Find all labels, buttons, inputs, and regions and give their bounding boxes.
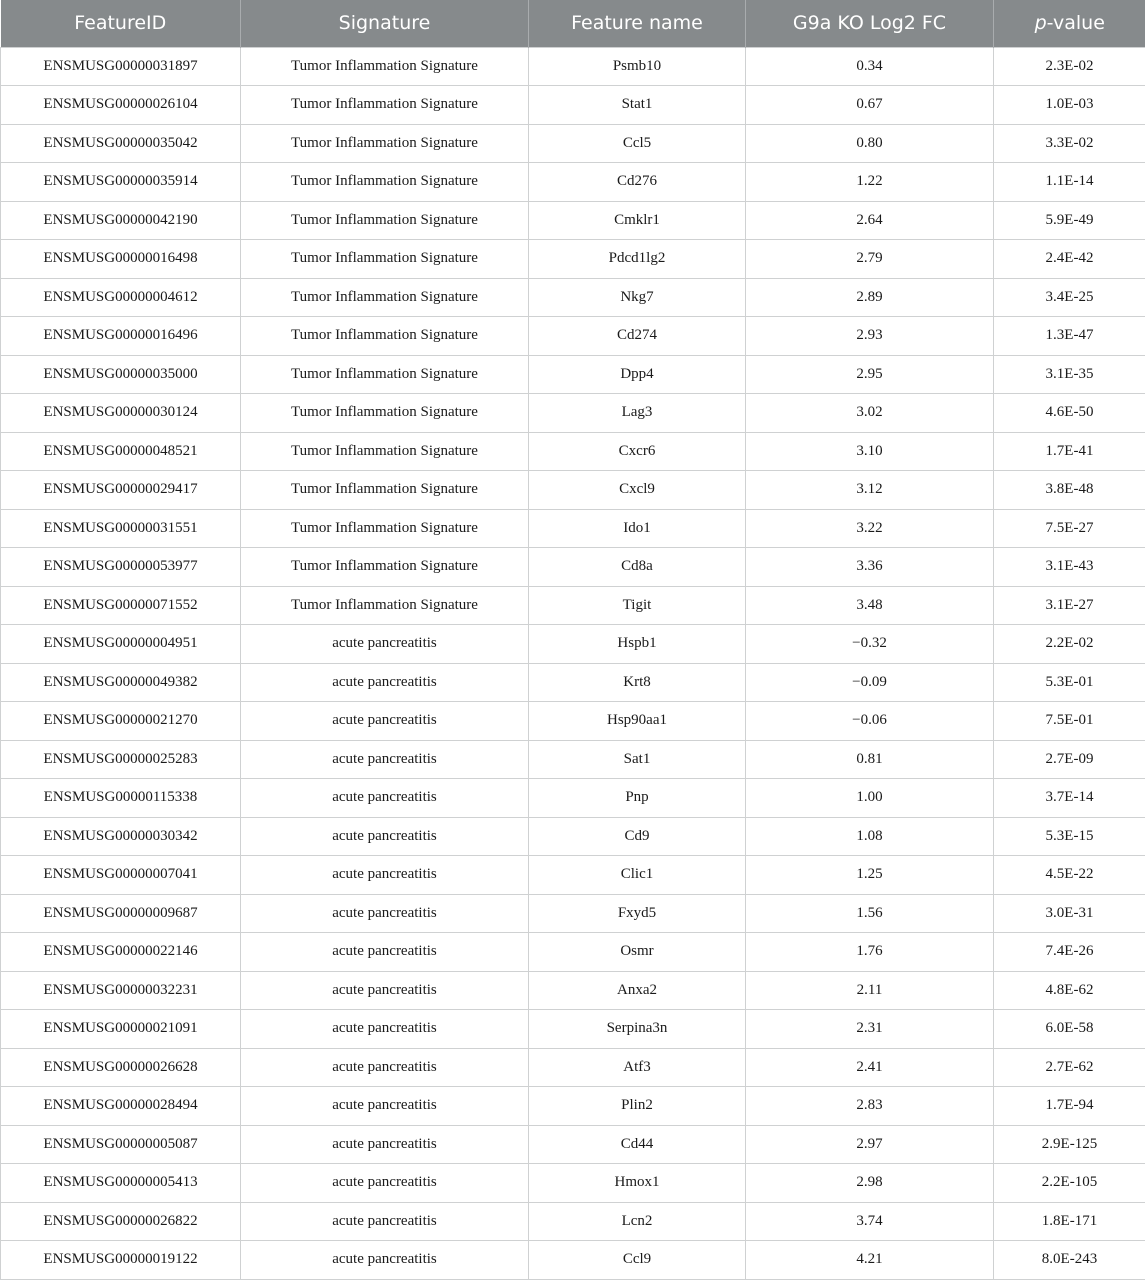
table-row	[1, 201, 1145, 240]
cell-signature: acute pancreatitis	[241, 1087, 529, 1126]
cell-feature-name: Osmr	[529, 933, 746, 972]
cell-signature: Tumor Inflammation Signature	[241, 355, 529, 394]
cell-feature-name: Cmklr1	[529, 201, 746, 240]
cell-feature-id: ENSMUSG00000016496	[1, 317, 241, 356]
cell-log2fc: 2.31	[746, 1010, 994, 1049]
cell-signature: Tumor Inflammation Signature	[241, 586, 529, 625]
header-row	[1, 0, 1145, 47]
cell-pvalue: 2.2E-105	[994, 1164, 1145, 1203]
table-row	[1, 1125, 1145, 1164]
cell-log2fc: 2.41	[746, 1048, 994, 1087]
cell-pvalue: 1.7E-41	[994, 432, 1145, 471]
table-row	[1, 856, 1145, 895]
cell-signature: acute pancreatitis	[241, 971, 529, 1010]
cell-log2fc: 1.25	[746, 856, 994, 895]
cell-log2fc: −0.09	[746, 663, 994, 702]
cell-feature-name: Serpina3n	[529, 1010, 746, 1049]
table-row	[1, 47, 1145, 86]
table-row	[1, 586, 1145, 625]
cell-log2fc: −0.06	[746, 702, 994, 741]
cell-log2fc: 2.89	[746, 278, 994, 317]
table-row	[1, 817, 1145, 856]
table-row	[1, 394, 1145, 433]
cell-feature-id: ENSMUSG00000115338	[1, 779, 241, 818]
table-row	[1, 1202, 1145, 1241]
cell-log2fc: −0.32	[746, 625, 994, 664]
cell-feature-id: ENSMUSG00000022146	[1, 933, 241, 972]
cell-feature-id: ENSMUSG00000035042	[1, 124, 241, 163]
cell-pvalue: 4.5E-22	[994, 856, 1145, 895]
cell-pvalue: 3.4E-25	[994, 278, 1145, 317]
cell-signature: acute pancreatitis	[241, 1125, 529, 1164]
cell-feature-id: ENSMUSG00000021270	[1, 702, 241, 741]
table-body	[1, 47, 1145, 1279]
cell-feature-id: ENSMUSG00000005087	[1, 1125, 241, 1164]
cell-feature-name: Cxcl9	[529, 471, 746, 510]
cell-log2fc: 0.80	[746, 124, 994, 163]
cell-feature-id: ENSMUSG00000053977	[1, 548, 241, 587]
cell-feature-id: ENSMUSG00000071552	[1, 586, 241, 625]
cell-log2fc: 0.81	[746, 740, 994, 779]
cell-feature-id: ENSMUSG00000004951	[1, 625, 241, 664]
cell-signature: acute pancreatitis	[241, 1202, 529, 1241]
cell-feature-id: ENSMUSG00000028494	[1, 1087, 241, 1126]
table-row	[1, 740, 1145, 779]
table-row	[1, 933, 1145, 972]
cell-pvalue: 1.3E-47	[994, 317, 1145, 356]
table-row	[1, 1164, 1145, 1203]
cell-log2fc: 2.79	[746, 240, 994, 279]
cell-log2fc: 2.97	[746, 1125, 994, 1164]
cell-feature-id: ENSMUSG00000042190	[1, 201, 241, 240]
cell-pvalue: 3.1E-35	[994, 355, 1145, 394]
cell-pvalue: 6.0E-58	[994, 1010, 1145, 1049]
cell-feature-name: Fxyd5	[529, 894, 746, 933]
cell-feature-name: Ccl5	[529, 124, 746, 163]
cell-pvalue: 3.1E-43	[994, 548, 1145, 587]
table-row	[1, 1048, 1145, 1087]
cell-pvalue: 8.0E-243	[994, 1241, 1145, 1280]
table-row	[1, 1087, 1145, 1126]
table-row	[1, 1010, 1145, 1049]
cell-feature-name: Cd8a	[529, 548, 746, 587]
cell-feature-name: Cd9	[529, 817, 746, 856]
table-row	[1, 471, 1145, 510]
cell-feature-name: Krt8	[529, 663, 746, 702]
cell-feature-name: Pdcd1lg2	[529, 240, 746, 279]
cell-pvalue: 2.2E-02	[994, 625, 1145, 664]
cell-pvalue: 5.3E-01	[994, 663, 1145, 702]
cell-feature-name: Cd44	[529, 1125, 746, 1164]
header-log2fc: G9a KO Log2 FC	[746, 0, 994, 47]
header-feature-id: FeatureID	[74, 12, 167, 35]
cell-feature-name: Psmb10	[529, 47, 746, 86]
cell-signature: acute pancreatitis	[241, 856, 529, 895]
cell-signature: Tumor Inflammation Signature	[241, 124, 529, 163]
cell-pvalue: 7.5E-01	[994, 702, 1145, 741]
cell-log2fc: 2.11	[746, 971, 994, 1010]
cell-pvalue: 3.1E-27	[994, 586, 1145, 625]
table-row	[1, 509, 1145, 548]
cell-signature: Tumor Inflammation Signature	[241, 201, 529, 240]
cell-signature: Tumor Inflammation Signature	[241, 509, 529, 548]
cell-pvalue: 1.7E-94	[994, 1087, 1145, 1126]
cell-signature: acute pancreatitis	[241, 1164, 529, 1203]
cell-signature: Tumor Inflammation Signature	[241, 317, 529, 356]
cell-log2fc: 3.48	[746, 586, 994, 625]
cell-feature-id: ENSMUSG00000035000	[1, 355, 241, 394]
cell-pvalue: 3.7E-14	[994, 779, 1145, 818]
cell-feature-id: ENSMUSG00000048521	[1, 432, 241, 471]
cell-feature-id: ENSMUSG00000007041	[1, 856, 241, 895]
cell-pvalue: 1.1E-14	[994, 163, 1145, 202]
cell-log2fc: 2.83	[746, 1087, 994, 1126]
table-row	[1, 779, 1145, 818]
cell-signature: Tumor Inflammation Signature	[241, 394, 529, 433]
header-signature: Signature	[241, 0, 529, 47]
cell-signature: acute pancreatitis	[241, 740, 529, 779]
cell-pvalue: 4.6E-50	[994, 394, 1145, 433]
cell-feature-id: ENSMUSG00000025283	[1, 740, 241, 779]
cell-feature-id: ENSMUSG00000035914	[1, 163, 241, 202]
cell-pvalue: 3.0E-31	[994, 894, 1145, 933]
cell-signature: acute pancreatitis	[241, 1241, 529, 1280]
cell-log2fc: 0.34	[746, 47, 994, 86]
table-row	[1, 86, 1145, 125]
cell-log2fc: 2.93	[746, 317, 994, 356]
cell-pvalue: 2.3E-02	[994, 47, 1145, 86]
cell-feature-name: Ccl9	[529, 1241, 746, 1280]
cell-log2fc: 1.76	[746, 933, 994, 972]
header-pvalue-rest: -value	[1046, 12, 1105, 35]
cell-feature-id: ENSMUSG00000004612	[1, 278, 241, 317]
cell-feature-id: ENSMUSG00000030124	[1, 394, 241, 433]
cell-feature-name: Ido1	[529, 509, 746, 548]
cell-pvalue: 5.9E-49	[994, 201, 1145, 240]
cell-feature-id: ENSMUSG00000032231	[1, 971, 241, 1010]
cell-feature-name: Cxcr6	[529, 432, 746, 471]
cell-feature-id: ENSMUSG00000026104	[1, 86, 241, 125]
cell-log2fc: 1.08	[746, 817, 994, 856]
cell-log2fc: 3.10	[746, 432, 994, 471]
cell-feature-id: ENSMUSG00000009687	[1, 894, 241, 933]
cell-feature-id: ENSMUSG00000026822	[1, 1202, 241, 1241]
cell-signature: Tumor Inflammation Signature	[241, 471, 529, 510]
cell-log2fc: 2.95	[746, 355, 994, 394]
table-row	[1, 163, 1145, 202]
cell-pvalue: 7.4E-26	[994, 933, 1145, 972]
header-feature-name: Feature name	[529, 0, 746, 47]
cell-log2fc: 4.21	[746, 1241, 994, 1280]
cell-feature-name: Cd274	[529, 317, 746, 356]
cell-feature-name: Tigit	[529, 586, 746, 625]
cell-log2fc: 3.02	[746, 394, 994, 433]
table-row	[1, 124, 1145, 163]
cell-log2fc: 3.36	[746, 548, 994, 587]
cell-signature: Tumor Inflammation Signature	[241, 548, 529, 587]
table-row	[1, 702, 1145, 741]
cell-log2fc: 1.22	[746, 163, 994, 202]
cell-log2fc: 3.12	[746, 471, 994, 510]
cell-signature: Tumor Inflammation Signature	[241, 163, 529, 202]
table-row	[1, 548, 1145, 587]
cell-feature-name: Hspb1	[529, 625, 746, 664]
table-row	[1, 894, 1145, 933]
cell-feature-id: ENSMUSG00000026628	[1, 1048, 241, 1087]
cell-signature: acute pancreatitis	[241, 702, 529, 741]
cell-feature-name: Anxa2	[529, 971, 746, 1010]
cell-feature-id: ENSMUSG00000031551	[1, 509, 241, 548]
cell-feature-name: Plin2	[529, 1087, 746, 1126]
cell-signature: Tumor Inflammation Signature	[241, 240, 529, 279]
cell-feature-id: ENSMUSG00000016498	[1, 240, 241, 279]
cell-log2fc: 1.00	[746, 779, 994, 818]
table-row	[1, 971, 1145, 1010]
cell-signature: Tumor Inflammation Signature	[241, 86, 529, 125]
cell-feature-id: ENSMUSG00000019122	[1, 1241, 241, 1280]
cell-pvalue: 4.8E-62	[994, 971, 1145, 1010]
cell-feature-id: ENSMUSG00000029417	[1, 471, 241, 510]
table-row	[1, 625, 1145, 664]
header-pvalue-italic: p	[1034, 12, 1047, 35]
cell-signature: acute pancreatitis	[241, 625, 529, 664]
cell-feature-id: ENSMUSG00000049382	[1, 663, 241, 702]
cell-signature: acute pancreatitis	[241, 1010, 529, 1049]
table-row	[1, 278, 1145, 317]
cell-pvalue: 3.8E-48	[994, 471, 1145, 510]
cell-signature: acute pancreatitis	[241, 663, 529, 702]
cell-feature-name: Hsp90aa1	[529, 702, 746, 741]
cell-signature: Tumor Inflammation Signature	[241, 432, 529, 471]
cell-pvalue: 5.3E-15	[994, 817, 1145, 856]
cell-pvalue: 1.0E-03	[994, 86, 1145, 125]
cell-log2fc: 1.56	[746, 894, 994, 933]
cell-pvalue: 7.5E-27	[994, 509, 1145, 548]
cell-pvalue: 1.8E-171	[994, 1202, 1145, 1241]
table-row	[1, 663, 1145, 702]
cell-pvalue: 2.4E-42	[994, 240, 1145, 279]
cell-log2fc: 3.22	[746, 509, 994, 548]
table-row	[1, 240, 1145, 279]
cell-feature-name: Pnp	[529, 779, 746, 818]
cell-signature: acute pancreatitis	[241, 817, 529, 856]
cell-pvalue: 3.3E-02	[994, 124, 1145, 163]
cell-feature-name: Cd276	[529, 163, 746, 202]
cell-feature-name: Lcn2	[529, 1202, 746, 1241]
cell-signature: acute pancreatitis	[241, 779, 529, 818]
cell-pvalue: 2.9E-125	[994, 1125, 1145, 1164]
cell-feature-id: ENSMUSG00000021091	[1, 1010, 241, 1049]
table-row	[1, 432, 1145, 471]
cell-feature-name: Nkg7	[529, 278, 746, 317]
cell-feature-name: Stat1	[529, 86, 746, 125]
cell-pvalue: 2.7E-62	[994, 1048, 1145, 1087]
cell-feature-id: ENSMUSG00000030342	[1, 817, 241, 856]
header-pvalue	[994, 0, 1145, 47]
cell-feature-name: Atf3	[529, 1048, 746, 1087]
cell-signature: acute pancreatitis	[241, 1048, 529, 1087]
cell-feature-name: Lag3	[529, 394, 746, 433]
cell-log2fc: 0.67	[746, 86, 994, 125]
cell-signature: Tumor Inflammation Signature	[241, 278, 529, 317]
cell-feature-name: Clic1	[529, 856, 746, 895]
table-row	[1, 355, 1145, 394]
cell-feature-name: Sat1	[529, 740, 746, 779]
cell-log2fc: 2.98	[746, 1164, 994, 1203]
cell-pvalue: 2.7E-09	[994, 740, 1145, 779]
cell-signature: Tumor Inflammation Signature	[241, 47, 529, 86]
table-row	[1, 1241, 1145, 1280]
cell-signature: acute pancreatitis	[241, 933, 529, 972]
cell-log2fc: 2.64	[746, 201, 994, 240]
cell-signature: acute pancreatitis	[241, 894, 529, 933]
table-row	[1, 317, 1145, 356]
cell-feature-name: Hmox1	[529, 1164, 746, 1203]
table-header	[1, 0, 1145, 47]
cell-feature-id: ENSMUSG00000005413	[1, 1164, 241, 1203]
cell-log2fc: 3.74	[746, 1202, 994, 1241]
cell-feature-name: Dpp4	[529, 355, 746, 394]
cell-feature-id: ENSMUSG00000031897	[1, 47, 241, 86]
